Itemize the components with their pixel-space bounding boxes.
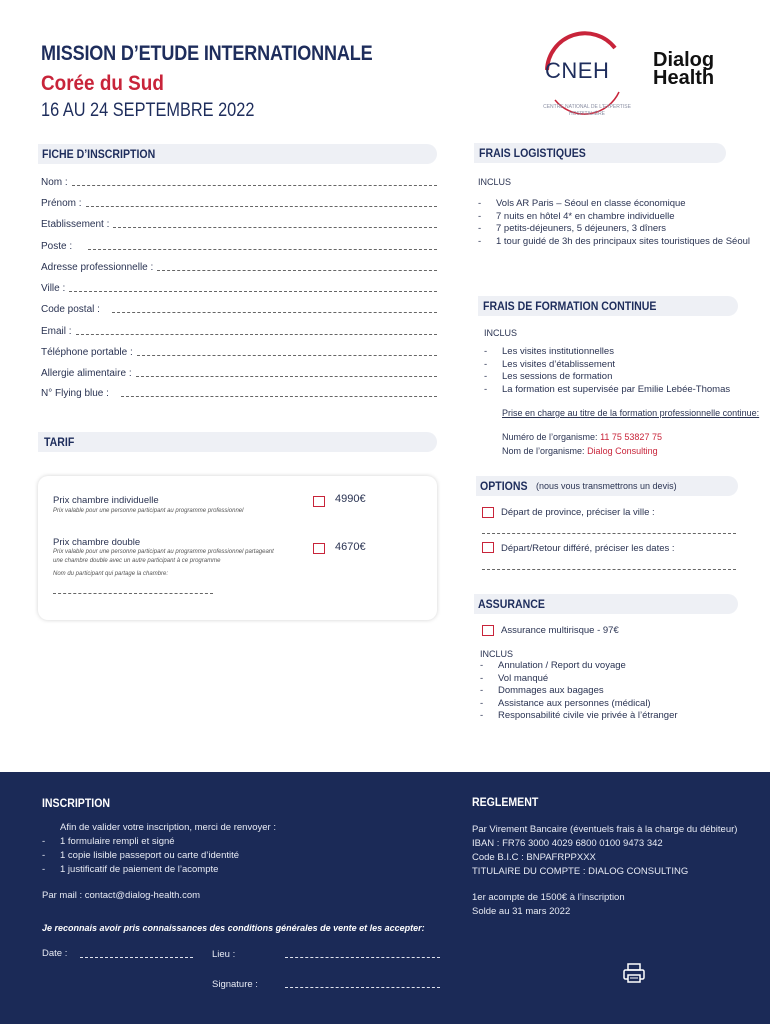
date-label: Date :: [42, 948, 68, 959]
field-telephone[interactable]: [41, 344, 437, 358]
list-item: - 1 formulaire rempli et signé: [42, 835, 239, 849]
nom-label: Nom de l’organisme:: [502, 446, 585, 456]
field-line[interactable]: [88, 242, 437, 250]
field-label: Code postal :: [41, 304, 100, 315]
list-item: - 1 copie lisible passeport ou carte d’identité: [42, 849, 239, 863]
lieu-label: Lieu :: [212, 949, 236, 960]
list-item: - Les visites institutionnelles: [484, 346, 730, 359]
field-label: Adresse professionnelle :: [41, 262, 154, 273]
assurance-list: [480, 660, 678, 723]
options-heading: OPTIONS: [480, 479, 528, 493]
cneh-logo-tagline: CENTRE NATIONAL DE L'EXPERTISE HOSPITALIÈRE: [543, 104, 631, 117]
reglement-line-4: TITULAIRE DU COMPTE : DIALOG CONSULTING: [472, 866, 689, 877]
list-item: - Dommages aux bagages: [480, 685, 678, 698]
field-allergie[interactable]: [41, 365, 437, 379]
field-code-postal[interactable]: [41, 301, 437, 315]
dialog-health-logo: [653, 49, 715, 89]
field-line[interactable]: [72, 178, 437, 186]
options-note: (nous vous transmettrons un devis): [536, 481, 677, 491]
field-label: Email :: [41, 326, 72, 337]
assurance-heading: ASSURANCE: [478, 597, 545, 611]
option-differe-line[interactable]: [482, 569, 736, 570]
field-flying-blue[interactable]: [41, 385, 437, 399]
dialog-logo-line2: Health: [653, 67, 715, 89]
tarif-double-label: Prix chambre double: [53, 537, 141, 548]
inscription-accept: Je reconnais avoir pris connaissances des conditions générales de vente et les accepter:: [42, 923, 425, 933]
tarif-individuelle-note: Prix valable pour une personne participant au programme professionnel: [53, 508, 244, 514]
list-item: - Les visites d’établissement: [484, 359, 730, 372]
reglement-solde: Solde au 31 mars 2022: [472, 906, 571, 917]
numero-organisme: [502, 432, 662, 442]
field-line[interactable]: [157, 263, 437, 271]
field-label: Nom :: [41, 177, 68, 188]
logistiques-list: [478, 198, 750, 248]
field-line[interactable]: [121, 389, 437, 397]
field-label: Prénom :: [41, 198, 82, 209]
tarif-double-note-1: Prix valable pour une personne participant au programme professionnel partageant: [53, 549, 274, 555]
list-item: - 1 justificatif de paiement de l’acompte: [42, 863, 239, 877]
list-item: - Responsabilité civile vie privée à l’étranger: [480, 710, 678, 723]
list-item: - 7 petits-déjeuners, 5 déjeuners, 3 dîners: [478, 223, 750, 236]
reglement-line-2: IBAN : FR76 3000 4029 6800 0100 9473 342: [472, 838, 663, 849]
list-item: - 7 nuits en hôtel 4* en chambre individuelle: [478, 211, 750, 224]
field-poste[interactable]: [41, 238, 437, 252]
tarif-heading-bar: [38, 432, 437, 452]
field-label: Poste :: [41, 241, 73, 252]
formation-heading: FRAIS DE FORMATION CONTINUE: [483, 299, 657, 313]
field-line[interactable]: [86, 199, 437, 207]
reglement-heading: REGLEMENT: [472, 795, 539, 809]
lieu-line[interactable]: [285, 957, 440, 958]
field-line[interactable]: [113, 220, 437, 228]
double-checkbox[interactable]: [313, 543, 325, 554]
assurance-label: Assurance multirisque - 97€: [501, 625, 619, 636]
tarif-double-note-2: une chambre double avec un autre participant à ce programme: [53, 558, 221, 564]
field-line[interactable]: [137, 348, 437, 356]
tarif-individuelle-label: Prix chambre individuelle: [53, 495, 159, 506]
signature-label: Signature :: [212, 979, 258, 990]
nom-value: Dialog Consulting: [587, 446, 658, 456]
date-line[interactable]: [80, 957, 193, 958]
reglement-acompte: 1er acompte de 1500€ à l’inscription: [472, 892, 625, 903]
tarif-heading: TARIF: [44, 435, 75, 449]
list-item: - Annulation / Report du voyage: [480, 660, 678, 673]
logistiques-heading: FRAIS LOGISTIQUES: [479, 146, 586, 160]
inscription-heading: INSCRIPTION: [42, 796, 111, 810]
field-label: Etablissement :: [41, 219, 110, 230]
numero-value: 11 75 53827 75: [600, 432, 662, 442]
field-etablissement[interactable]: [41, 216, 437, 230]
list-item: - La formation est supervisée par Emilie Lebée-Thomas: [484, 384, 730, 397]
page-subtitle: Corée du Sud: [41, 72, 164, 95]
field-ville[interactable]: [41, 280, 437, 294]
assurance-checkbox[interactable]: [482, 625, 494, 636]
field-line[interactable]: [136, 369, 437, 377]
assurance-inclus: INCLUS: [480, 649, 514, 659]
reglement-line-3: Code B.I.C : BNPAFRPPXXX: [472, 852, 596, 863]
inscription-list: [42, 835, 239, 877]
field-line[interactable]: [112, 305, 437, 313]
option-province-checkbox[interactable]: [482, 507, 494, 518]
formation-list: [484, 346, 730, 396]
field-email[interactable]: [41, 323, 437, 337]
page-dates: 16 AU 24 SEPTEMBRE 2022: [41, 100, 255, 121]
signature-line[interactable]: [285, 987, 440, 988]
room-partner-line[interactable]: [53, 593, 213, 594]
prise-en-charge: Prise en charge au titre de la formation professionnelle continue:: [502, 408, 760, 418]
reglement-line-1: Par Virement Bancaire (éventuels frais à la charge du débiteur): [472, 824, 738, 835]
field-line[interactable]: [76, 327, 437, 335]
field-label: N° Flying blue :: [41, 388, 109, 399]
field-label: Téléphone portable :: [41, 347, 133, 358]
option-province-line[interactable]: [482, 533, 736, 534]
list-item: - 1 tour guidé de 3h des principaux sites touristiques de Séoul: [478, 236, 750, 249]
tarif-individuelle-price: 4990€: [335, 493, 366, 505]
tarif-double-note-3: Nom du participant qui partage la chambre:: [53, 571, 169, 577]
numero-label: Numéro de l’organisme:: [502, 432, 598, 442]
nom-organisme: [502, 446, 658, 456]
dialog-logo-line1: Dialog: [653, 49, 715, 71]
option-differe-label: Départ/Retour différé, préciser les dates :: [501, 543, 675, 554]
inscription-mail: Par mail : contact@dialog-health.com: [42, 890, 201, 901]
logistiques-inclus: INCLUS: [478, 177, 512, 187]
field-prenom[interactable]: [41, 195, 437, 209]
cneh-logo-text: CNEH: [545, 58, 610, 83]
print-icon[interactable]: [623, 963, 645, 983]
fiche-heading: FICHE D’INSCRIPTION: [42, 147, 156, 161]
option-differe-checkbox[interactable]: [482, 542, 494, 553]
formation-inclus: INCLUS: [484, 328, 518, 338]
page-title: MISSION D’ETUDE INTERNATIONNALE: [41, 42, 373, 65]
cneh-logo: [535, 30, 635, 122]
field-label: Ville :: [41, 283, 66, 294]
field-line[interactable]: [69, 284, 437, 292]
list-item: - Les sessions de formation: [484, 371, 730, 384]
list-item: - Vols AR Paris – Séoul en classe économique: [478, 198, 750, 211]
inscription-intro: Afin de valider votre inscription, merci de renvoyer :: [60, 822, 276, 833]
option-province-label: Départ de province, préciser la ville :: [501, 507, 655, 518]
tarif-double-price: 4670€: [335, 541, 366, 553]
individuelle-checkbox[interactable]: [313, 496, 325, 507]
field-adresse[interactable]: [41, 259, 437, 273]
field-nom[interactable]: [41, 174, 437, 188]
list-item: - Assistance aux personnes (médical): [480, 698, 678, 711]
list-item: - Vol manqué: [480, 673, 678, 686]
field-label: Allergie alimentaire :: [41, 368, 132, 379]
